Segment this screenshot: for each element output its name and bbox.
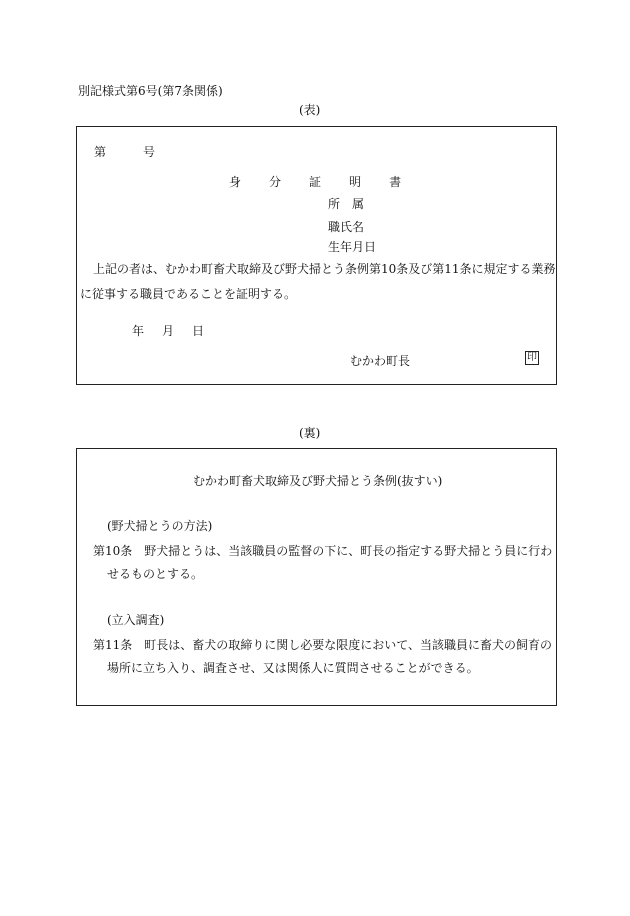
id-card-front: [76, 126, 557, 385]
article-11-line-2: 場所に立ち入り、調査させ、又は関係人に質問させることができる。: [107, 661, 479, 675]
issuer-mayor: むかわ町長: [350, 354, 411, 368]
article-10-line-1: 第10条 野犬掃とうは、当該職員の監督の下に、町長の指定する野犬掃とう員に行わ: [93, 544, 553, 558]
date-year-char: 年: [132, 324, 145, 338]
front-side-label: (表): [299, 103, 321, 117]
certification-text-line-1: 上記の者は、むかわ町畜犬取締及び野犬掃とう条例第10条及び第11条に規定する業務: [93, 262, 556, 276]
ordinance-title: むかわ町畜犬取締及び野犬掃とう条例(抜すい): [193, 474, 443, 488]
issue-date: [132, 324, 222, 338]
birth-date-label: 生年月日: [328, 240, 377, 254]
heading-on-site-inspection: (立入調査): [107, 613, 165, 627]
article-10-line-2: せるものとする。: [107, 567, 204, 581]
title-char: 分: [269, 175, 282, 189]
title-char: 身: [229, 175, 242, 189]
certificate-number-suffix: 号: [143, 145, 156, 159]
seal-stamp-box: 印: [527, 352, 537, 363]
affiliation-label: 所 属: [328, 197, 365, 211]
date-day-char: 日: [192, 324, 205, 338]
certificate-title: [229, 175, 429, 189]
back-side-label: (裏): [299, 426, 321, 440]
article-11-line-1: 第11条 町長は、畜犬の取締りに関し必要な限度において、当該職員に畜犬の飼育の: [93, 638, 553, 652]
certification-text-line-2: に従事する職員であることを証明する。: [80, 287, 297, 301]
title-char: 書: [389, 175, 402, 189]
title-char: 証: [309, 175, 322, 189]
date-month-char: 月: [162, 324, 175, 338]
title-char: 明: [349, 175, 362, 189]
certificate-number-prefix: 第: [94, 145, 107, 159]
heading-stray-dog-method: (野犬掃とうの方法): [107, 519, 213, 533]
form-reference-label: 別記様式第6号(第7条関係): [78, 84, 223, 98]
position-name-label: 職氏名: [328, 220, 365, 234]
id-card-back: [76, 448, 557, 706]
